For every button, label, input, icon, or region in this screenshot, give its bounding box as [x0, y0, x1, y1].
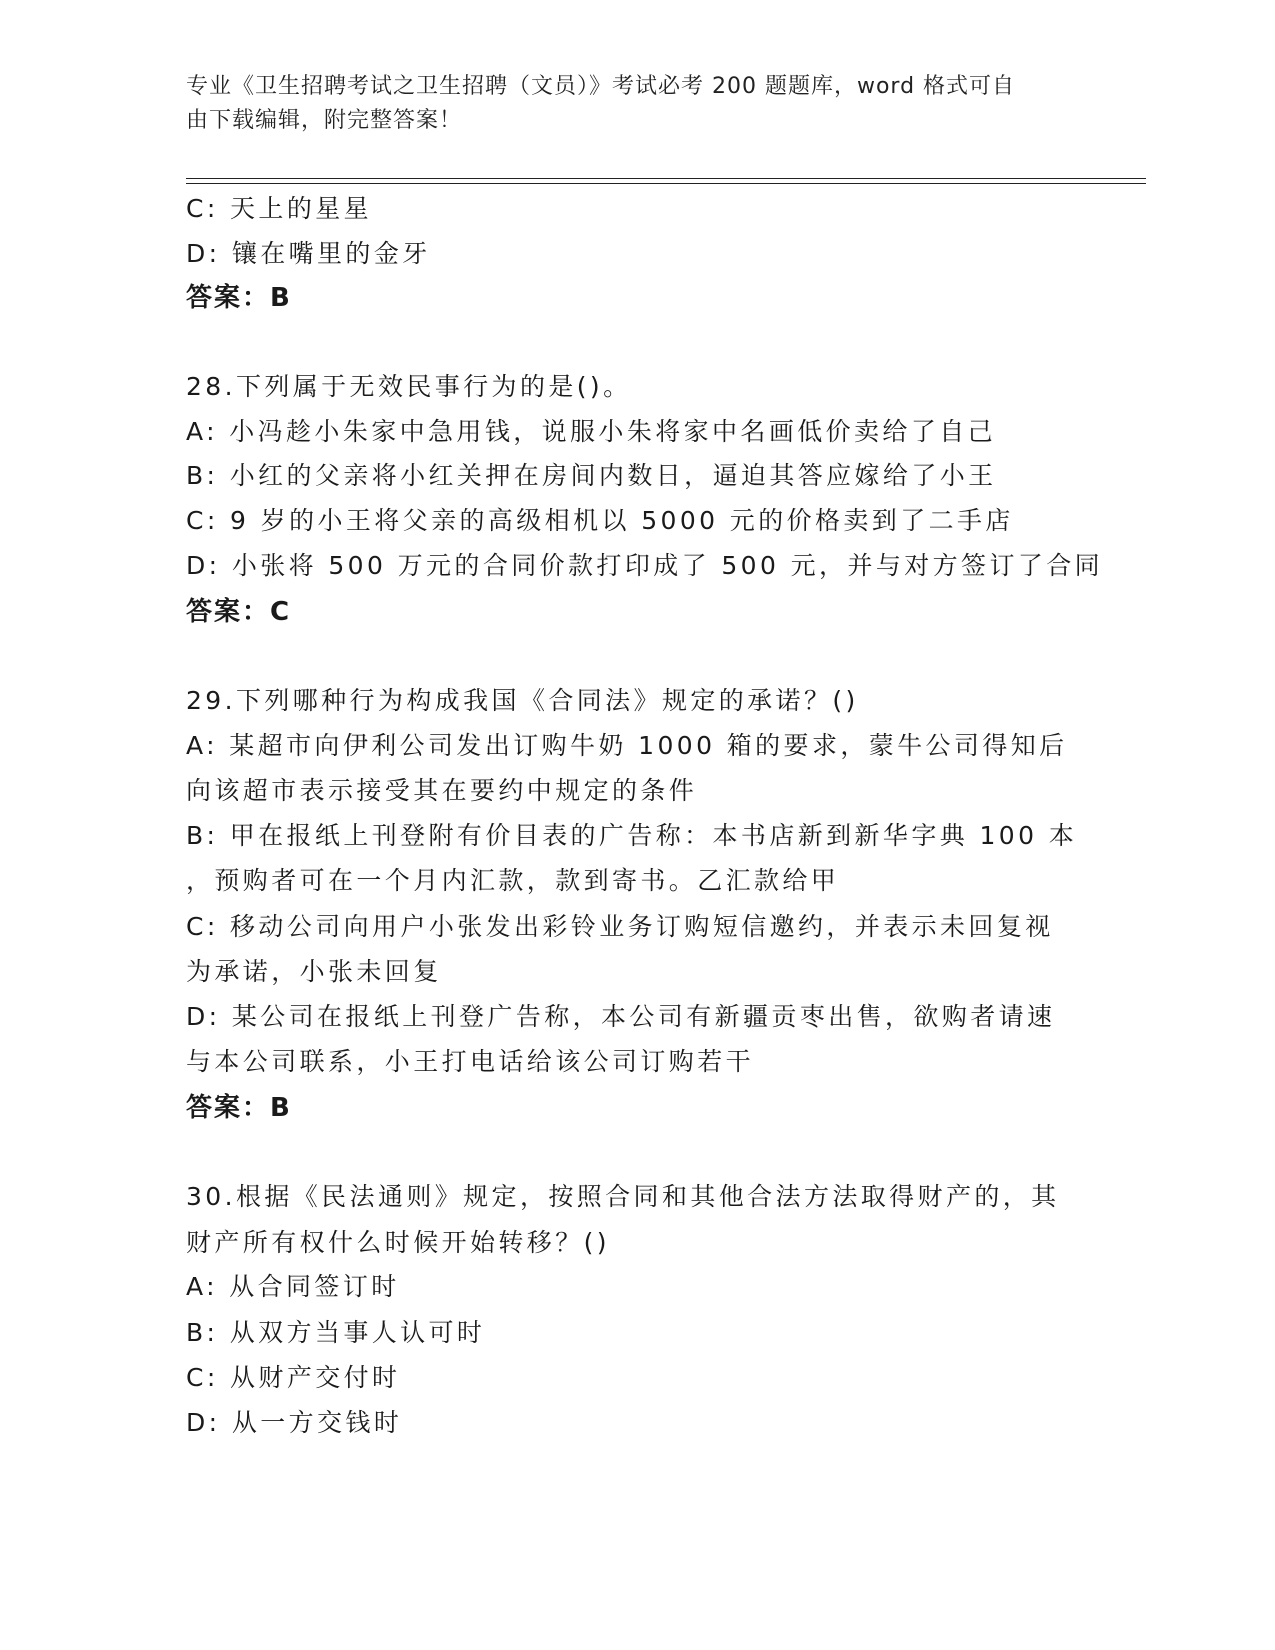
option-c-q29-line1: C: 移动公司向用户小张发出彩铃业务订购短信邀约，并表示未回复视: [186, 912, 1054, 941]
option-a-q29-line2: 向该超市表示接受其在要约中规定的条件: [186, 776, 698, 805]
option-c-q30: C: 从财产交付时: [186, 1363, 401, 1392]
header-line-1: 专业《卫生招聘考试之卫生招聘（文员）》考试必考 200 题题库，word 格式可自: [186, 74, 1016, 99]
option-a-q30: A: 从合同签订时: [186, 1272, 400, 1301]
option-a-q28: A: 小冯趁小朱家中急用钱，说服小朱将家中名画低价卖给了自己: [186, 417, 997, 446]
option-b-q30: B: 从双方当事人认可时: [186, 1318, 486, 1347]
option-d-q29-line2: 与本公司联系，小王打电话给该公司订购若干: [186, 1047, 755, 1076]
option-c-q27: C: 天上的星星: [186, 194, 373, 223]
option-d-q28: D: 小张将 500 万元的合同价款打印成了 500 元，并与对方签订了合同: [186, 551, 1104, 580]
option-b-q29-line2: ，预购者可在一个月内汇款，款到寄书。乙汇款给甲: [186, 866, 840, 895]
option-b-q29-line1: B: 甲在报纸上刊登附有价目表的广告称：本书店新到新华字典 100 本: [186, 821, 1078, 850]
option-d-q29-line1: D: 某公司在报纸上刊登广告称，本公司有新疆贡枣出售，欲购者请速: [186, 1002, 1056, 1031]
option-d-q30: D: 从一方交钱时: [186, 1408, 403, 1437]
header-divider-bottom: [186, 183, 1146, 184]
answer-q27: 答案：B: [186, 283, 292, 313]
option-c-q28: C: 9 岁的小王将父亲的高级相机以 5000 元的价格卖到了二手店: [186, 506, 1014, 535]
option-d-q27: D: 镶在嘴里的金牙: [186, 239, 431, 268]
question-30-line1: 30.根据《民法通则》规定，按照合同和其他合法方法取得财产的，其: [186, 1182, 1060, 1211]
option-c-q29-line2: 为承诺，小张未回复: [186, 957, 442, 986]
option-a-q29-line1: A: 某超市向伊利公司发出订购牛奶 1000 箱的要求，蒙牛公司得知后: [186, 731, 1068, 760]
header-divider-top: [186, 178, 1146, 179]
option-b-q28: B: 小红的父亲将小红关押在房间内数日，逼迫其答应嫁给了小王: [186, 461, 997, 490]
document-header: [186, 70, 1066, 138]
answer-q28: 答案：C: [186, 597, 292, 627]
header-line-2: 由下载编辑，附完整答案！: [186, 108, 463, 133]
question-30-line2: 财产所有权什么时候开始转移？(): [186, 1228, 610, 1257]
answer-q29: 答案：B: [186, 1093, 292, 1123]
question-29: 29.下列哪种行为构成我国《合同法》规定的承诺？(): [186, 686, 859, 715]
question-28: 28.下列属于无效民事行为的是()。: [186, 372, 632, 401]
